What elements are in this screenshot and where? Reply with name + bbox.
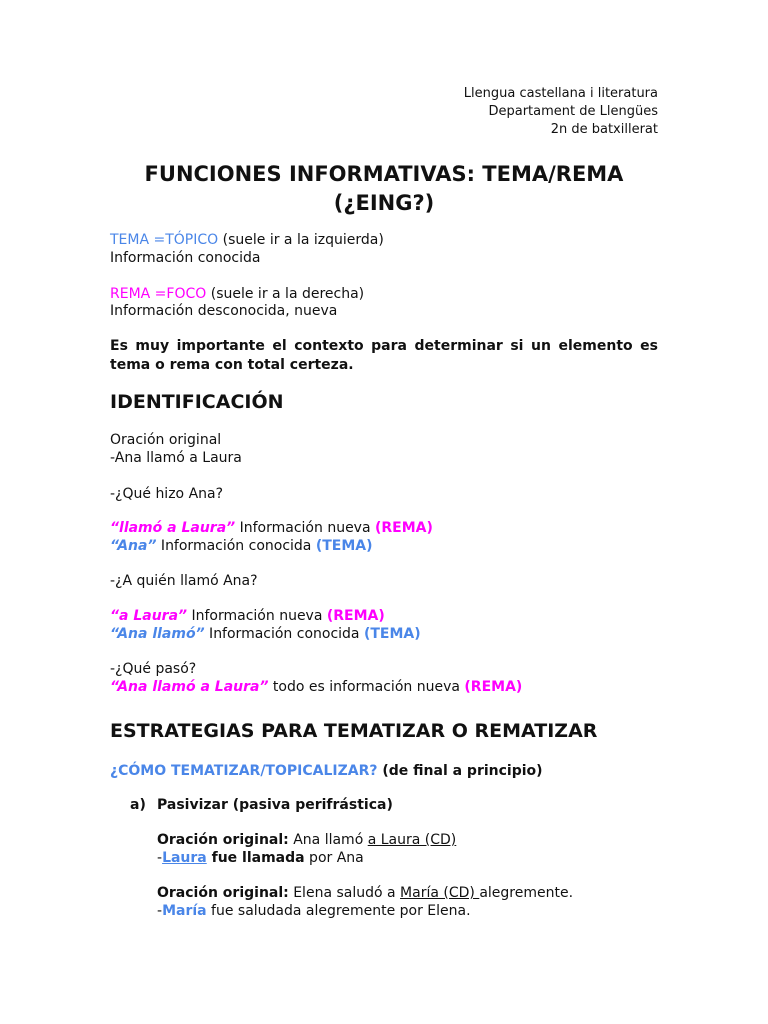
rema-definition [110,285,364,303]
example-2-passive [157,902,471,920]
como-tematizar [110,762,543,780]
q3-answer [110,678,522,696]
como-note: (de final a principio) [377,763,543,779]
q1-rema-quote: “llamó a Laura” [110,520,236,536]
ex1-dash: - [157,850,163,866]
ex2-dash: - [157,903,163,919]
example-2-original [157,884,573,902]
title-line-1: FUNCIONES INFORMATIVAS: TEMA/REMA [144,162,624,186]
q2-answer-rema [110,607,385,625]
example-1-original [157,831,456,849]
strategy-item-a [130,796,393,814]
header-subject: Llengua castellana i literatura [463,86,658,101]
q1-tema-quote: “Ana” [110,538,157,554]
ex1-verb: fue llamada [206,850,305,866]
q2-rema-tag: (REMA) [326,608,385,624]
q1-rema-tag: (REMA) [375,520,433,536]
q1-tema-text: Información conocida [156,538,316,554]
q1-tema-tag: (TEMA) [315,538,373,554]
q1-answer-tema [110,537,373,555]
ex2-end: alegremente. [479,885,574,901]
question-1: -¿Qué hizo Ana? [110,486,224,502]
ex1-text: Ana llamó [288,832,368,848]
tema-description: Información conocida [110,250,261,266]
q2-tema-quote: “Ana llamó” [110,626,205,642]
ex1-rest: por Ana [304,850,364,866]
rema-note: (suele ir a la derecha) [206,286,365,302]
como-label: ¿CÓMO TEMATIZAR/TOPICALIZAR? [110,763,378,779]
q3-rema-quote: “Ana llamó a Laura” [110,679,269,695]
item-a-marker: a) [130,797,146,813]
ex1-cd: a Laura (CD) [367,832,457,848]
rema-label: REMA =FOCO [110,286,207,302]
ex2-text: Elena saludó a [288,885,401,901]
ex2-name: María [162,903,207,919]
ex1-name: Laura [162,850,207,866]
ex1-label: Oración original: [157,832,289,848]
q1-answer-rema [110,519,433,537]
title-line-2: (¿EING?) [333,191,435,215]
q2-tema-text: Información conocida [204,626,364,642]
q3-rema-tag: (REMA) [464,679,523,695]
tema-definition [110,231,384,249]
header-department: Departament de Llengües [488,104,658,119]
rema-description: Información desconocida, nueva [110,303,338,319]
q2-rema-text: Información nueva [187,608,327,624]
original-sentence: -Ana llamó a Laura [110,450,242,466]
document-header [464,85,658,139]
page-title [110,160,658,218]
original-sentence-label: Oración original [110,432,222,448]
ex2-label: Oración original: [157,885,289,901]
ex2-rest: fue saludada alegremente por Elena. [206,903,471,919]
tema-label: TEMA =TÓPICO [110,232,219,248]
ex2-cd: María (CD) [400,885,480,901]
example-1-passive [157,849,364,867]
q3-rema-text: todo es información nueva [268,679,465,695]
identificacion-heading: IDENTIFICACIÓN [110,391,284,413]
tema-note: (suele ir a la izquierda) [218,232,384,248]
estrategias-heading: ESTRATEGIAS PARA TEMATIZAR O REMATIZAR [110,720,598,742]
header-course: 2n de batxillerat [550,122,658,137]
importance-note: Es muy importante el contexto para determinar si un elemento es tema o rema con total certeza. [110,338,658,373]
question-2: -¿A quién llamó Ana? [110,573,258,589]
q2-tema-tag: (TEMA) [363,626,421,642]
question-3: -¿Qué pasó? [110,661,197,677]
item-a-label: Pasivizar (pasiva perifrástica) [157,797,393,813]
q2-rema-quote: “a Laura” [110,608,188,624]
q2-answer-tema [110,625,421,643]
q1-rema-text: Información nueva [235,520,375,536]
